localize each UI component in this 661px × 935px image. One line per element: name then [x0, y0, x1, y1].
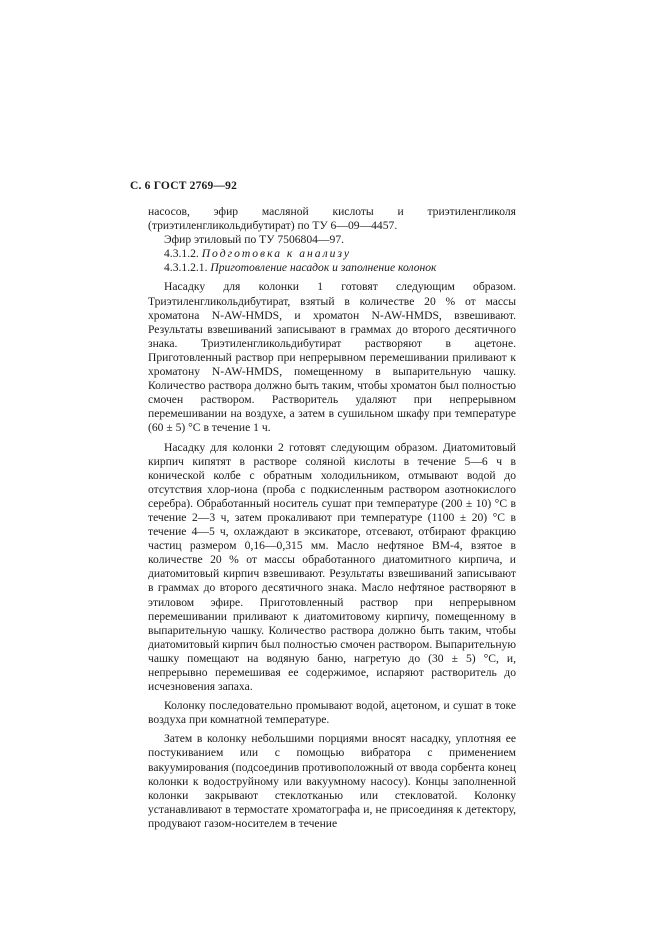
subsection-heading [148, 261, 516, 275]
section-number: 4.3.1.2.1. [164, 261, 208, 275]
paragraph: насосов, эфир масляной кислоты и триэтиленгликоля (триэтиленгликольдибутират) по ТУ 6—09—4457. [148, 205, 516, 233]
section-title: Подготовка к анализу [201, 247, 352, 261]
section-title: Приготовление насадок и заполнение колонок [210, 261, 437, 275]
paragraph: Насадку для колонки 2 готовят следующим образом. Диатомитовый кирпич кипятят в растворе соляной кислоты в течение 5—6 ч в конической колбе с обратным холодильником, отмывают водой до отсутствия хлор-иона (проба с подкисленным раствором азотнокислого серебра). Обработанный носитель сушат при температуре (200 ± 10) °С в течение 2—3 ч, затем прокаливают при температуре (1100 ± 20) °С в течение 4—5 ч, охлаждают в эксикаторе, отсевают, отбирают фракцию частиц размером 0,16—0,315 мм. Масло нефтяное ВМ-4, взятое в количестве 20 % от массы обработанного диатомитного кирпича, и диатомитовый кирпич взвешивают. Результаты взвешиваний записывают в граммах до второго десятичного знака. Масло нефтяное растворяют в этиловом эфире. Приготовленный раствор при непрерывном перемешивании приливают к диатомитовому кирпичу, помещенному в выпарительную чашку. Количество раствора должно быть таким, чтобы диатомитовый кирпич был полностью смочен раствором. Выпарительную чашку помещают на водяную баню, нагретую до (30 ± 5) °С, и, непрерывно перемешивая ее содержимое, испаряют растворитель до исчезновения запаха. [148, 440, 516, 694]
standard-code: ГОСТ 2769—92 [153, 180, 238, 192]
section-heading [148, 247, 516, 261]
paragraph: Затем в колонку небольшими порциями вносят насадку, уплотняя ее постукиванием или с помощью вибратора с применением вакуумирования (подсоединив противоположный от ввода сорбента конец колонки к водоструйному или вакуумному насосу). Концы заполненной колонки закрывают стеклотканью или стекловатой. Колонку устанавливают в термостате хроматографа и, не присоединяя к детектору, продувают газом-носителем в течение [148, 732, 516, 830]
paragraph: Колонку последовательно промывают водой, ацетоном, и сушат в токе воздуха при комнатной температуре. [148, 699, 516, 727]
paragraph: Эфир этиловый по ТУ 7506804—97. [164, 233, 345, 247]
document-body [148, 205, 516, 831]
page-number: С. 6 [130, 180, 151, 192]
section-number: 4.3.1.2. [164, 247, 199, 261]
page-header [130, 180, 237, 192]
paragraph: Насадку для колонки 1 готовят следующим образом. Триэтиленгликольдибутират, взятый в количестве 20 % от массы хроматона N-AW-HMDS, и хроматон N-AW-HMDS, взвешивают. Результаты взвешиваний записывают в граммах до второго десятичного знака. Триэтиленгликольдибутират растворяют в ацетоне. Приготовленный раствор при непрерывном перемешивании приливают к хроматону N-AW-HMDS, помещенному в выпарительную чашку. Количество раствора должно быть таким, чтобы хроматон был полностью смочен раствором. Растворитель удаляют при непрерывном перемешивании на воздухе, а затем в сушильном шкафу при температуре (60 ± 5) °С в течение 1 ч. [148, 280, 516, 435]
